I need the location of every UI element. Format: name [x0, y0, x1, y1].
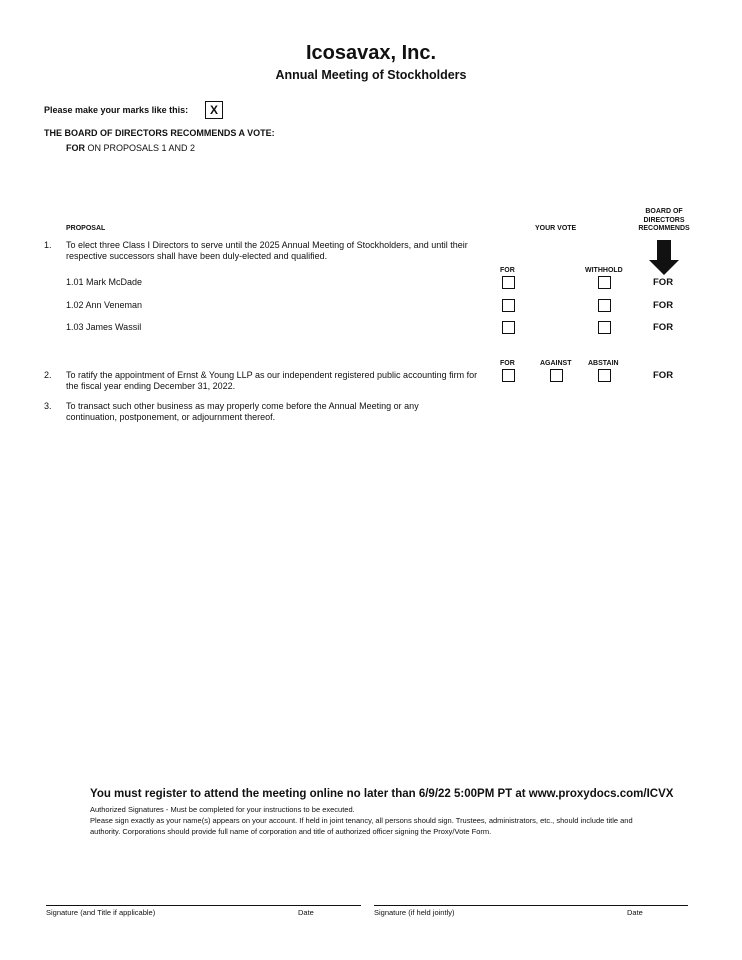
nominee-3-withhold-checkbox[interactable]: [598, 321, 611, 334]
proposal-2-for-header: FOR: [500, 360, 515, 367]
nominee-2-for-checkbox[interactable]: [502, 299, 515, 312]
proposal-1-text: To elect three Class I Directors to serve until the 2025 Annual Meeting of Stockholders, and until their respective successors shall have been duly-elected and qualified.: [66, 240, 468, 261]
nominee-1-recommendation: FOR: [653, 277, 674, 288]
your-vote-column-header: YOUR VOTE: [535, 225, 577, 232]
board-header-line3: RECOMMENDS: [638, 225, 690, 232]
proposal-2-against-header: AGAINST: [540, 360, 572, 367]
recommendation-heading: THE BOARD OF DIRECTORS RECOMMENDS A VOTE:: [44, 128, 275, 138]
proposal-1-for-header: FOR: [500, 267, 515, 274]
proposal-3-text: To transact such other business as may properly come before the Annual Meeting or any continuation, postponement, or adjournment thereof.: [66, 401, 419, 422]
form-title: Icosavax, Inc.: [305, 42, 437, 64]
nominee-2-recommendation: FOR: [653, 300, 674, 311]
proposal-3-number: 3.: [44, 401, 52, 411]
proposal-2-recommendation: FOR: [653, 370, 674, 381]
recommendation-summary: [66, 143, 195, 153]
proposal-2-against-checkbox[interactable]: [550, 369, 563, 382]
nominee-1-label: 1.01 Mark McDade: [66, 277, 143, 287]
proposal-2-abstain-header: ABSTAIN: [588, 360, 619, 367]
proposal-1-withhold-header: WITHHOLD: [585, 267, 623, 274]
down-arrow-icon: [649, 240, 679, 276]
board-header-line1: BOARD OF: [645, 208, 683, 215]
authorized-signatures-note: Authorized Signatures - Must be completed for your instructions to be executed.: [90, 805, 355, 814]
date-2-label: Date: [627, 908, 643, 917]
nominee-2-withhold-checkbox[interactable]: [598, 299, 611, 312]
proposal-2-abstain-checkbox[interactable]: [598, 369, 611, 382]
registration-notice: You must register to attend the meeting online no later than 6/9/22 5:00PM PT at www.proxydocs.com/ICVX: [90, 788, 674, 800]
proposal-2-number: 2.: [44, 370, 52, 380]
marks-instruction: Please make your marks like this:: [44, 105, 189, 115]
proposal-2-text: To ratify the appointment of Ernst & Young LLP as our independent registered public accounting firm for the fiscal year ending December 31, 2022.: [66, 370, 478, 391]
mark-example-box: X: [205, 101, 223, 119]
signing-instructions: Please sign exactly as your name(s) appears on your account. If held in joint tenancy, all persons should sign. Trustees, administrators, etc., should include title and authority. Corporations should provide full name of corporation and title of authorized officer signing the Proxy/Vote Form.: [90, 816, 633, 836]
nominee-2-label: 1.02 Ann Veneman: [66, 300, 143, 310]
form-subtitle: Annual Meeting of Stockholders: [275, 68, 467, 82]
proposal-2-for-checkbox[interactable]: [502, 369, 515, 382]
recommendation-proposals: ON PROPOSALS 1 AND 2: [87, 143, 196, 153]
nominee-3-recommendation: FOR: [653, 322, 674, 333]
board-header-line2: DIRECTORS: [643, 216, 685, 224]
nominee-3-for-checkbox[interactable]: [502, 321, 515, 334]
proposal-1-number: 1.: [44, 240, 52, 250]
date-1-label: Date: [298, 908, 314, 917]
nominee-1-withhold-checkbox[interactable]: [598, 276, 611, 289]
recommendation-for: FOR: [66, 143, 85, 153]
signature-1-label: Signature (and Title if applicable): [46, 908, 156, 917]
signature-line-2[interactable]: [374, 905, 688, 906]
signature-2-label: Signature (if held jointly): [374, 908, 455, 917]
nominee-1-for-checkbox[interactable]: [502, 276, 515, 289]
board-recommends-header: [628, 208, 700, 234]
proposal-column-header: PROPOSAL: [66, 225, 106, 232]
signature-line-1[interactable]: [46, 905, 361, 906]
nominee-3-label: 1.03 James Wassil: [66, 322, 142, 332]
